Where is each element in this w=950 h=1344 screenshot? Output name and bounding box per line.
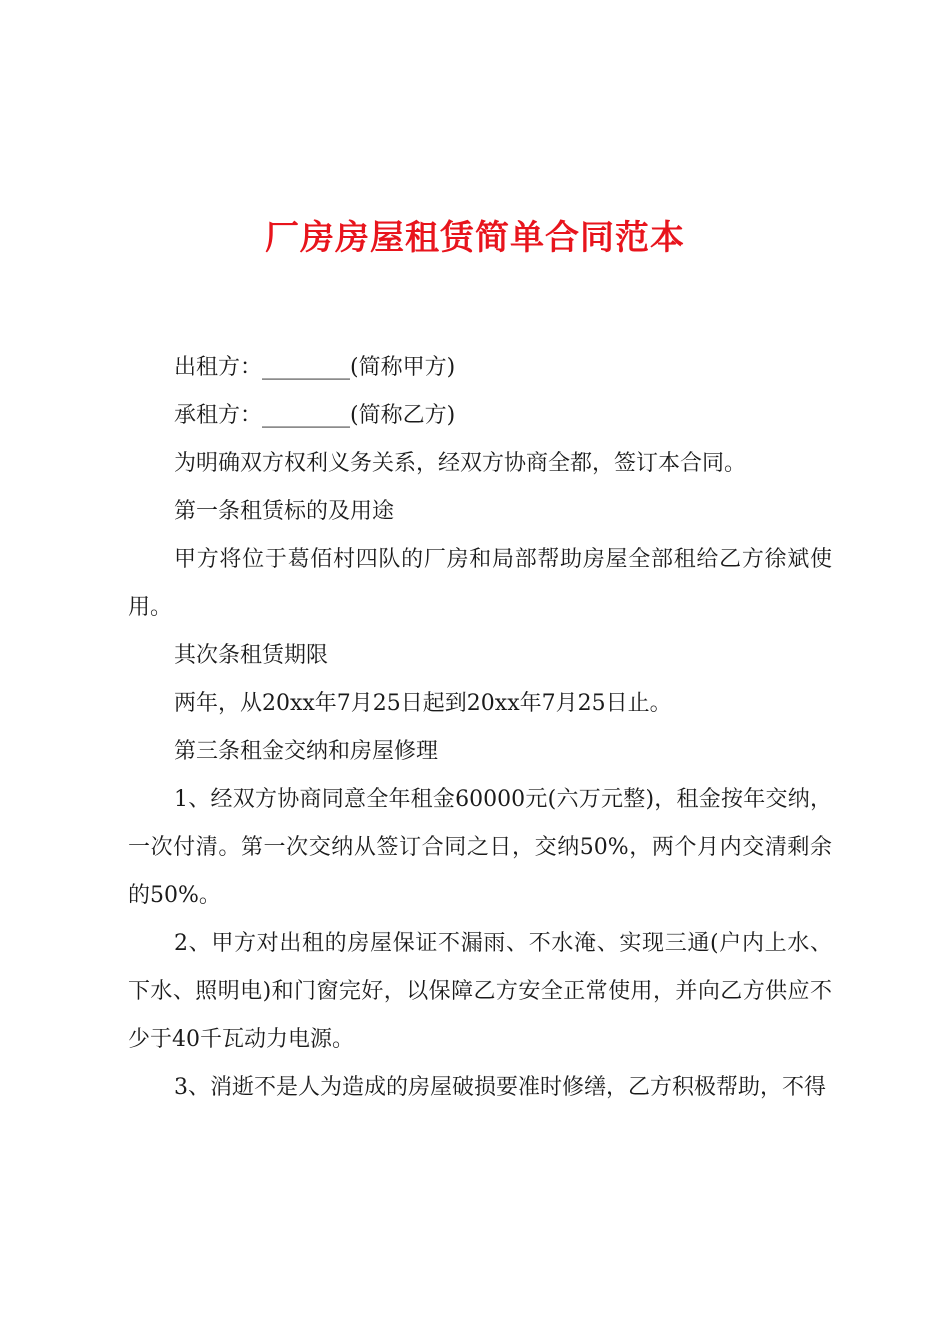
lessor-line: 出租方：________(简称甲方) xyxy=(174,355,456,380)
document-body xyxy=(128,344,832,1112)
article-1-paragraph: 甲方将位于葛佰村四队的厂房和局部帮助房屋全部租给乙方徐斌使用。 xyxy=(128,547,832,620)
article-3-clause-3: 3、消逝不是人为造成的房屋破损要准时修缮，乙方积极帮助，不得 xyxy=(174,1075,826,1100)
preamble-paragraph: 为明确双方权利义务关系，经双方协商全都，签订本合同。 xyxy=(174,451,747,476)
article-3-clause-1: 1、经双方协商同意全年租金60000元(六万元整)，租金按年交纳，一次付清。第一次交纳从签订合同之日，交纳50%，两个月内交清剩余的50%。 xyxy=(128,787,832,908)
document-title: 厂房房屋租赁简单合同范本 xyxy=(265,218,685,258)
article-3-clause-2: 2、甲方对出租的房屋保证不漏雨、不水淹、实现三通(户内上水、下水、照明电)和门窗完好，以保障乙方安全正常使用，并向乙方供应不少于40千瓦动力电源。 xyxy=(128,931,832,1052)
article-1-heading: 第一条租赁标的及用途 xyxy=(174,499,395,524)
lessee-line: 承租方：________(简称乙方) xyxy=(174,403,456,428)
article-2-paragraph: 两年，从20xx年7月25日起到20xx年7月25日止。 xyxy=(174,691,672,716)
article-3-heading: 第三条租金交纳和房屋修理 xyxy=(174,739,439,764)
article-2-heading: 其次条租赁期限 xyxy=(174,643,329,668)
